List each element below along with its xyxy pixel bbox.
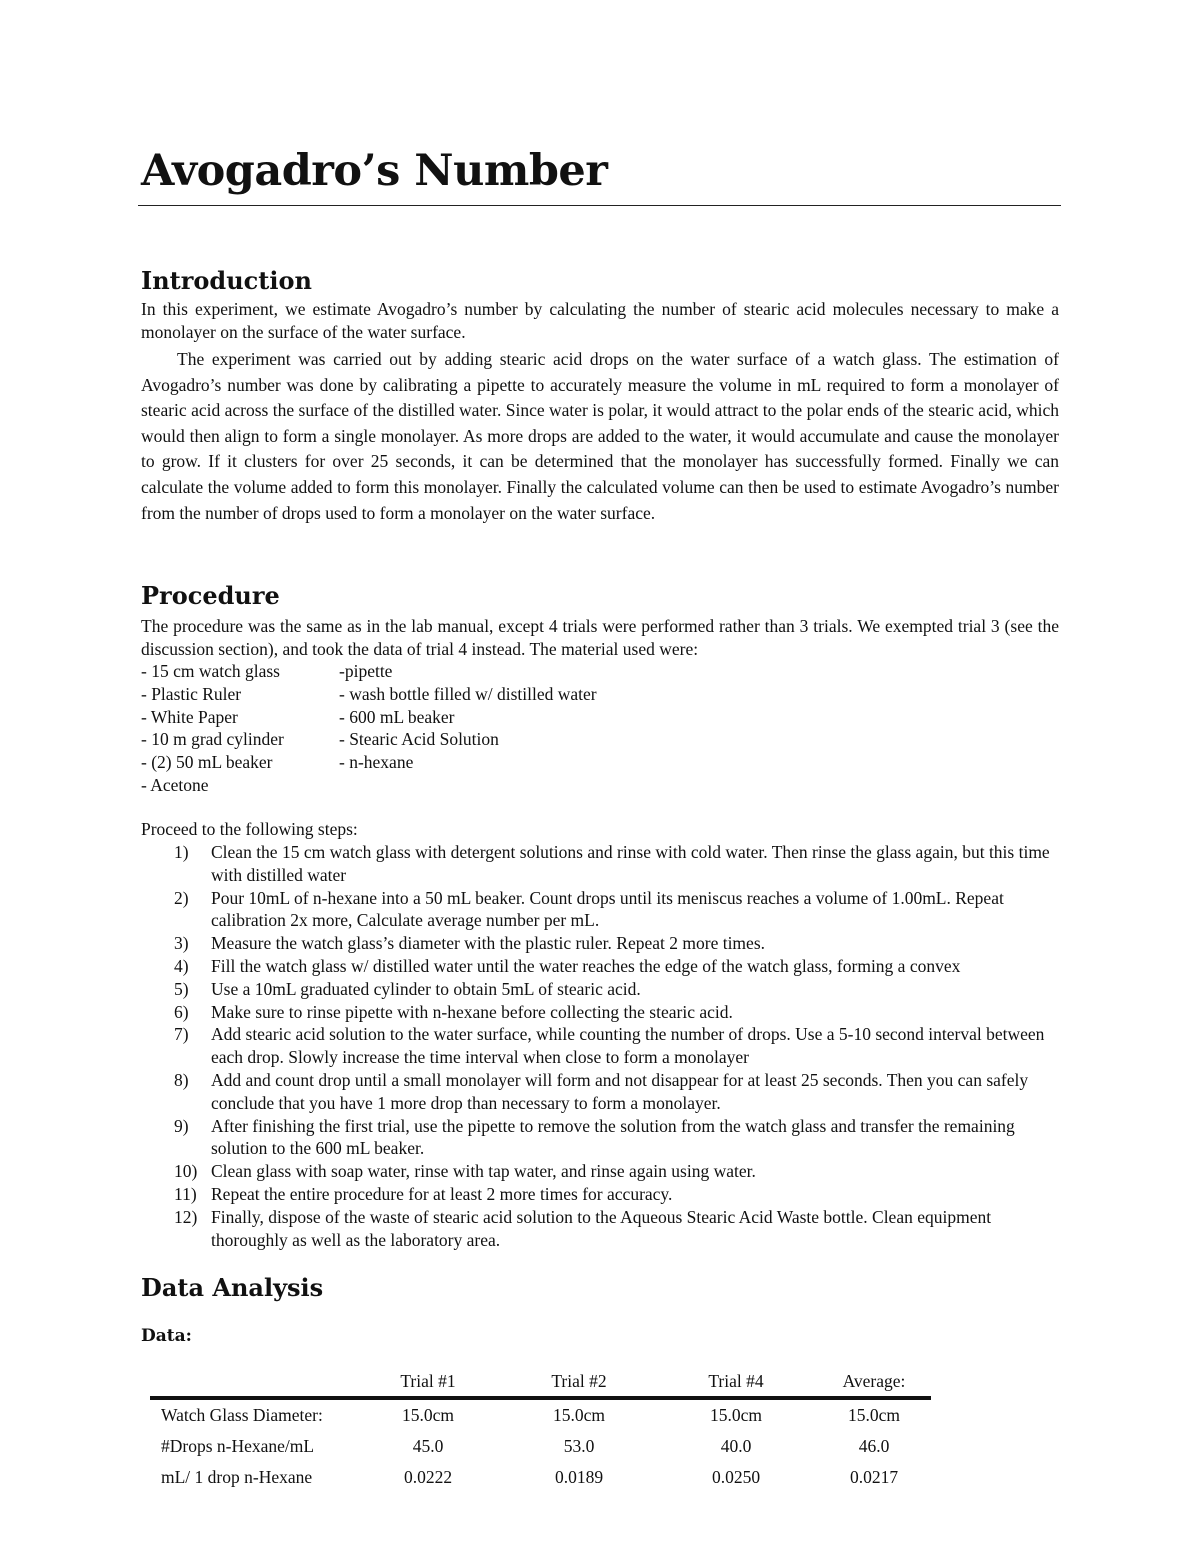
list-item: [141, 887, 1059, 933]
introduction-paragraph-1: In this experiment, we estimate Avogadro’s number by calculating the number of stearic acid molecules necessary to make a monolayer on the surface of the water surface.: [141, 299, 1059, 342]
step-text: Fill the watch glass w/ distilled water until the water reaches the edge of the watch glass, forming a convex: [211, 955, 961, 976]
list-item: [141, 1183, 1059, 1206]
table-cell: 15.0cm: [847, 1405, 900, 1425]
list-item: [141, 1160, 1059, 1183]
step-number: 1): [174, 842, 189, 862]
list-item: [141, 1206, 1059, 1252]
step-number: 9): [174, 1115, 189, 1136]
list-item: [141, 978, 1059, 1001]
step-text: Clean the 15 cm watch glass with detergent solutions and rinse with cold water. Then rinse the glass again, but this time with distilled water: [211, 842, 1050, 885]
step-text: Clean glass with soap water, rinse with tap water, and rinse again using water.: [211, 1161, 756, 1182]
list-item: [141, 1069, 1059, 1115]
step-text: Repeat the entire procedure for at least 2 more times for accuracy.: [211, 1183, 673, 1204]
table-cell: 15.0cm: [552, 1405, 605, 1425]
table-row: [150, 1431, 931, 1462]
step-number: 8): [174, 1069, 189, 1090]
data-analysis-heading: Data Analysis: [141, 1273, 324, 1302]
material-item: - (2) 50 mL beaker: [141, 752, 273, 773]
table-cell: 45.0: [412, 1436, 444, 1456]
step-text: Make sure to rinse pipette with n-hexane before collecting the stearic acid.: [211, 1001, 733, 1022]
table-cell: #Drops n-Hexane/mL: [161, 1436, 315, 1456]
title-divider: [138, 205, 1061, 206]
materials-row: [141, 774, 1059, 797]
procedure-intro: The procedure was the same as in the lab manual, except 4 trials were performed rather than 3 trials. We exempted trial 3 (see the discussion section), and took the data of trial 4 instead. The material used were:: [141, 616, 1059, 659]
step-number: 2): [174, 887, 189, 908]
list-item: [141, 841, 1059, 887]
materials-row: [141, 660, 1059, 683]
step-number: 4): [174, 955, 189, 976]
table-cell: 0.0217: [849, 1467, 899, 1487]
procedure-heading: Procedure: [141, 581, 280, 610]
step-number: 10): [174, 1161, 198, 1182]
material-item: -pipette: [339, 661, 393, 681]
table-cell: Watch Glass Diameter:: [161, 1405, 323, 1425]
materials-row: [141, 728, 1059, 751]
introduction-paragraph-2: The experiment was carried out by adding stearic acid drops on the water surface of a watch glass. The estimation of Avogadro’s number was done by calibrating a pipette to accurately measure the volume in mL required to form a monolayer of stearic acid across the surface of the distilled water. Since water is polar, it would attract to the polar ends of the stearic acid, which would then align to form a single monolayer. As more drops are added to the water, it would accumulate and cause the monolayer to grow. If it clusters for over 25 seconds, it can be determined that the monolayer has successfully formed. Finally we can calculate the volume added to form this monolayer. Finally the calculated volume can then be used to estimate Avogadro’s number from the number of drops used to form a monolayer on the water surface.: [141, 349, 1059, 523]
table-header-cell: Trial #1: [400, 1371, 456, 1391]
material-item: - Plastic Ruler: [141, 683, 242, 704]
list-item: [141, 1115, 1059, 1161]
table-cell: 15.0cm: [401, 1405, 454, 1425]
table-cell: 40.0: [720, 1436, 752, 1456]
table-cell: 15.0cm: [709, 1405, 762, 1425]
step-text: After finishing the first trial, use the pipette to remove the solution from the watch glass and transfer the remaining solution to the 600 mL beaker.: [211, 1115, 1015, 1159]
page-title: Avogadro’s Number: [141, 146, 608, 196]
material-item: - Stearic Acid Solution: [339, 729, 499, 750]
material-item: - White Paper: [141, 706, 238, 727]
step-number: 12): [174, 1206, 198, 1227]
table-header-cell: Trial #4: [708, 1371, 764, 1391]
table-cell: 0.0189: [554, 1467, 604, 1487]
list-item: [141, 1001, 1059, 1024]
list-item: [141, 932, 1059, 955]
table-header-cell: Trial #2: [551, 1371, 607, 1391]
introduction-heading: Introduction: [141, 266, 312, 295]
step-text: Add stearic acid solution to the water surface, while counting the number of drops. Use a 5-10 second interval between each drop. Slowly increase the time interval when close to form a monolayer: [211, 1024, 1045, 1068]
table-header-cell: Average:: [842, 1371, 906, 1391]
table-cell: 53.0: [563, 1436, 595, 1456]
step-text: Pour 10mL of n-hexane into a 50 mL beaker. Count drops until its meniscus reaches a volume of 1.00mL. Repeat calibration 2x more, Calculate average number per mL.: [211, 887, 1004, 931]
materials-row: [141, 706, 1059, 729]
material-item: - Acetone: [141, 774, 209, 795]
materials-row: [141, 751, 1059, 774]
list-item: [141, 1023, 1059, 1069]
table-header-row: [150, 1367, 931, 1400]
step-number: 3): [174, 933, 189, 954]
material-item: - n-hexane: [339, 752, 414, 773]
materials-list: [141, 660, 1059, 797]
steps-intro: Proceed to the following steps:: [141, 819, 358, 839]
step-text: Use a 10mL graduated cylinder to obtain 5mL of stearic acid.: [211, 978, 641, 999]
table-row: [150, 1462, 931, 1493]
data-table: [150, 1367, 931, 1493]
steps-list: [141, 841, 1059, 1251]
step-number: 7): [174, 1024, 189, 1045]
step-text: Add and count drop until a small monolayer will form and not disappear for at least 25 seconds. Then you can safely conclude that you have 1 more drop than necessary to form a monolayer.: [211, 1069, 1029, 1113]
step-text: Measure the watch glass’s diameter with the plastic ruler. Repeat 2 more times.: [211, 933, 766, 954]
step-number: 6): [174, 1001, 189, 1022]
table-cell: 0.0250: [711, 1467, 761, 1487]
step-text: Finally, dispose of the waste of stearic acid solution to the Aqueous Stearic Acid Waste bottle. Clean equipment thoroughly as well as the laboratory area.: [211, 1206, 992, 1250]
list-item: [141, 955, 1059, 978]
material-item: - 10 m grad cylinder: [141, 729, 284, 750]
material-item: - 600 mL beaker: [339, 706, 455, 727]
data-label: Data:: [141, 1326, 192, 1346]
table-cell: 0.0222: [403, 1467, 453, 1487]
step-number: 11): [174, 1183, 197, 1204]
table-row: [150, 1400, 931, 1431]
material-item: - wash bottle filled w/ distilled water: [339, 683, 597, 704]
materials-row: [141, 683, 1059, 706]
table-cell: 46.0: [858, 1436, 890, 1456]
material-item: - 15 cm watch glass: [141, 661, 280, 681]
table-cell: mL/ 1 drop n-Hexane: [161, 1467, 313, 1487]
step-number: 5): [174, 978, 189, 999]
